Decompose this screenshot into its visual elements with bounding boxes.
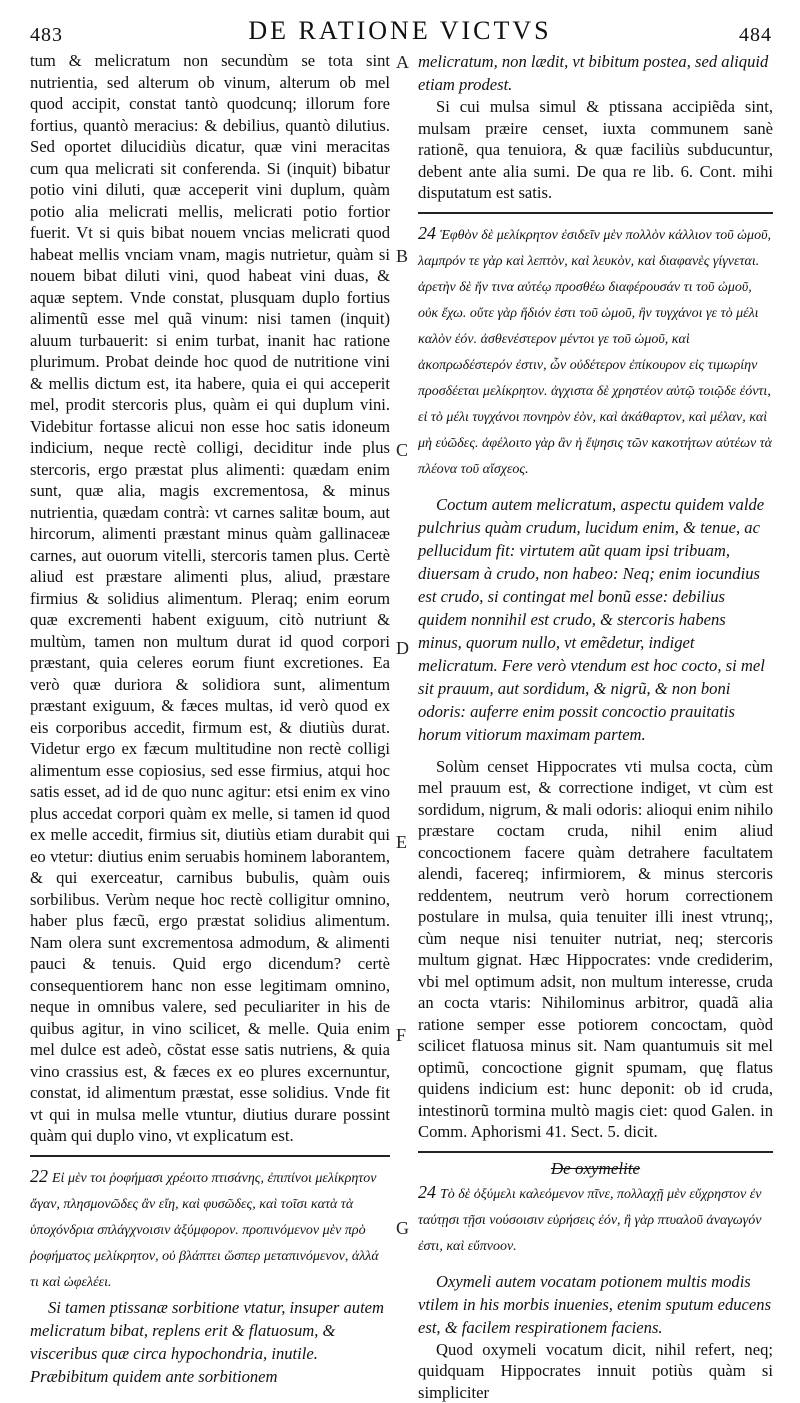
greek-section-number: 24: [418, 1182, 436, 1202]
section-heading: [418, 1159, 773, 1179]
left-latin-paragraph: tum & melicratum non secundùm se tota sint nutrientia, sed alterum ob vinum, alterum ob mel quod accipit, constat tantò quodcunq; illorum fore fortius, quantò meracius: & debilius, quantò dilutius. Sed oportet dilucidiùs dicatur, quæ vini meracitas cum qua melicrati sit conferenda. Si (inquit) bibatur potio vini diluti, quæ acceperit vini duplum, quàm potio alia melicrati mellis, melicrati potio fortior fuerit. Vt si quis bibat nouem vncias melicrati quod habeat mellis vnciam vnam, magis nutrietur, quàm si nouem bibat diluti vini, quod habeat vini duas, & aquæ septem. Vnde constat, plusquam duplo fortius alimentũ esse mel quã vinum: nisi tamen (inquit) aluum turbauerit: si enim turbat, inanit hac ratione plurimum. Probat deinde hoc quod de nutritione vini & mellis dictum est, ita habere, quia ei qui acceperit mel, prodit stercoris plus, quàm ei qui duplum vini. Videbitur fortasse alicui non esse hoc satis idoneum indicium, neque rectè colligi, deciditur inde plus stercoris, ergo præstat plus alimenti: quædam enim sunt, quæ alia, magis excrementosa, & minus nutrientia, quædam contrà: vt carnes salitæ boum, aut hircorum, alimenti præstant minus quàm gallinaceæ carnes, aut ouorum vitelli, stercoris tamen plus. Certè aliud est præstare alimenti plus, aliud, præstare firmius & solidius alimentum. Pleraq; enim eorum quæ excrementi habent exiguum, citò nutriunt & multùm, tamen non multum durat id quod corpori præstant, quia celeres eorum fiunt excretiones. Ea verò quæ duriora & solidiora sunt, alimentum præstant exiguum, & fæces multas, id verò quod ex eis corporibus accedit, firmum est, & diutiùs durat. Videtur ergo ex fæcum multitudine non rectè colligi alimentum esse copiosius, sed esse firmius, atqui hoc satis esset, ad id de quo nunc agitur: etsi enim ex vino plus accedat corpori quàm ex melle, si tamen id quod ex melle accedit, firmius sit, diutiùs etiam durabit qui eo vtetur: diutius enim seruabis hominem laborantem, & qui exerceatur, carnibus bubulis, quàm ouis sorbilibus. Verùm neque hoc rectè colligitur omnino, haber plus fæcũ, ergo præstat solidius alimentum. Nam olera sunt excrementosa admodum, & alimenti pauci & tenuis. Quid ergo dicendum? certè consequentiorem hanc non esse legitimam omnino, neque in omnibus valere, sed peculiariter in his de quibus agitur, in vino scilicet, & melle. Quia enim mel dulce est adeò, cõstat esse satis nutriens, & quia vino crassius est, & fæces ex eo plures excernuntur, constat, id alimentum præstat, esse solidius. Vnde fit vt qui in mulsa melle vtuntur, diutius durare possint quàm qui duplo vino, vt explicatum est.: [30, 50, 390, 1147]
greek-text: Ἑφθὸν δὲ μελίκρητον ἐσιδεῖν μὲν πολλὸν κάλλιον τοῦ ὠμοῦ, λαμπρόν τε γὰρ καὶ λεπτὸν, καὶ λευκὸν, καὶ διαφανὲς γίγνεται. ἀρετὴν δὲ ἥν τινα αὐτέῳ προσθέω διαφέρουσάν τι τοῦ ὠμοῦ, οὐκ ἔχω. οὔτε γὰρ ἥδιόν ἐστι τοῦ ὠμοῦ, ἢν τυγχάνοι γε τὸ μέλι καλὸν ἐόν. ἀσθενέστερον μέντοι γε τοῦ ὠμοῦ, καὶ ἀκοπρωδέστερόν ἐστιν, ὧν οὐδέτερον ἐπίκουρον εἰς τιμωρίην προσδέεται μελίκρητον. ἀγχιστα δὲ χρηστέον αὐτῷ τοιῷδε ἐόντι, εἰ τὸ μέλι τυγχάνοι πονηρὸν ἐὸν, καὶ ἀκάθαρτον, καὶ μέλαν, καὶ μὴ εὐῶδες. ἀφέλοιτο γὰρ ἂν ἡ ἕψησις τῶν κακοτήτων αὐτέων τὰ πλέονα τοῦ αἴσχεος.: [418, 228, 772, 477]
greek-text: Τὸ δὲ ὀξύμελι καλεόμενον πῖνε, πολλαχῇ μὲν εὔχρηστον ἐν ταύτῃσι τῇσι νούσοισιν εὑρήσεις ἐόν, ἢ γὰρ πτυαλοῦ ἀναγωγόν ἐστι, καὶ εὔπνοον.: [418, 1187, 761, 1254]
left-greek-block: [30, 1163, 390, 1296]
right-latin-translation-2: Oxymeli autem vocatam potionem multis modis vtilem in his morbis inuenies, etenim sputum educens est, & facilem respirationem faciens.: [418, 1270, 773, 1339]
running-title: DE RATIONE VICTVS: [0, 16, 800, 46]
right-commentary-paragraph: Solùm censet Hippocrates vti mulsa cocta, cùm mel prauum est, & correctione indiget, vt cùm est sordidum, nigrum, & mali odoris: alioqui enim nihilo præstare coctam cruda, nihil enim aliud concoctionem facere quàm detrahere facultatem alendi, facereq; infirmiorem, & minus stercoris reddentem, neutrum verò horum correctionem postulare in mulsa, quia tenuiter illi inest vtrunq;, cùm neque nisi tenuiter nutriat, neq; stercoris multum gignat. Hæc Hippocrates: vnde crediderim, vbi mel optimum adsit, non multum interesse, cruda an cocta vtaris: Nihilominus arbitror, quadã alia ratione semper esse potiorem concoctam, quòd scilicet flatuosa minus sit. Nam quantumuis sit mel optimũ, concoctione gignit spumam, quę flatus quidens indicium est: hunc deponit: ob id cruda, intestinorũ tormina multò magis ciet: quod Galen. in Comm. Aphorismi 41. Sect. 5. dicit.: [418, 756, 773, 1143]
right-commentary-paragraph-2: Quod oxymeli vocatum dicit, nihil refert, neq; quidquam Hippocrates innuit potiùs quàm si simpliciter: [418, 1339, 773, 1403]
margin-letter-f: F: [396, 1025, 406, 1046]
right-commentary-paragraph: Si cui mulsa simul & ptissana accipiẽda sint, mulsam præire censet, iuxta communem sanè rationẽ, qua tenuiora, & quæ faciliùs subducuntur, debent ante alia sumi. De qua re lib. 6. Cont. mihi disputatum est satis.: [418, 96, 773, 204]
right-latin-translation: Coctum autem melicratum, aspectu quidem valde pulchrius quàm crudum, lucidum enim, & tenue, ac pellucidum fit: virtutem aũt quam ipsi tribuam, diuersam à crudo, non habeo: Neq; enim iocundius est crudo, si contingat mel bonũ esse: debilius quidem nonnihil est crudo, & stercoris habens minus, quorum nullo, vt emẽdetur, indiget melicratum. Fere verò vtendum est hoc cocto, si mel sit prauum, aut sordidum, & nigrũ, & non boni odoris: auferre enim possit concoctio prauitatis horum vitiorum maximam partem.: [418, 493, 773, 746]
right-greek-block-2: [418, 1179, 773, 1260]
section-title: De oxymelite: [551, 1159, 640, 1178]
left-latin-translation: Si tamen ptissanæ sorbitione vtatur, insuper autem melicratum bibat, replens erit & flatuosum, & visceribus quæ circa hypochondria, inutile. Præbibitum quidem ante sorbitionem: [30, 1296, 390, 1388]
greek-text: Εἰ μὲν τοι ῥοφήμασι χρέοιτο πτισάνης, ἐπιπίνοι μελίκρητον ἄγαν, πλησμονῶδες ἂν εἴη, καὶ φυσῶδες, καὶ τοῖσι κατὰ τὰ ὑποχόνδρια σπλάγχνοισιν ἀξύμφορον. προπινόμενον μὲν πρὸ ῥοφήματος μελίκρητον, οὐ βλάπτει ὥσπερ μεταπινόμενον, ἀλλά τι καὶ ὠφελέει.: [30, 1171, 379, 1290]
margin-letter-g: G: [396, 1218, 409, 1239]
section-rule: [30, 1155, 390, 1157]
margin-letter-b: B: [396, 246, 408, 267]
left-page-number: 483: [30, 24, 63, 47]
section-rule: [418, 212, 773, 214]
left-column: [30, 50, 390, 1375]
margin-letter-a: A: [396, 52, 409, 73]
margin-letter-c: C: [396, 440, 408, 461]
greek-section-number: 22: [30, 1166, 48, 1186]
section-rule: [418, 1151, 773, 1153]
margin-letter-d: D: [396, 638, 409, 659]
margin-letter-e: E: [396, 832, 407, 853]
right-page-number: 484: [739, 24, 772, 47]
right-latin-continuation: melicratum, non lædit, vt bibitum postea, sed aliquid etiam prodest.: [418, 50, 773, 96]
greek-section-number: 24: [418, 223, 436, 243]
right-greek-block: [418, 220, 773, 483]
right-column: [418, 50, 773, 1375]
